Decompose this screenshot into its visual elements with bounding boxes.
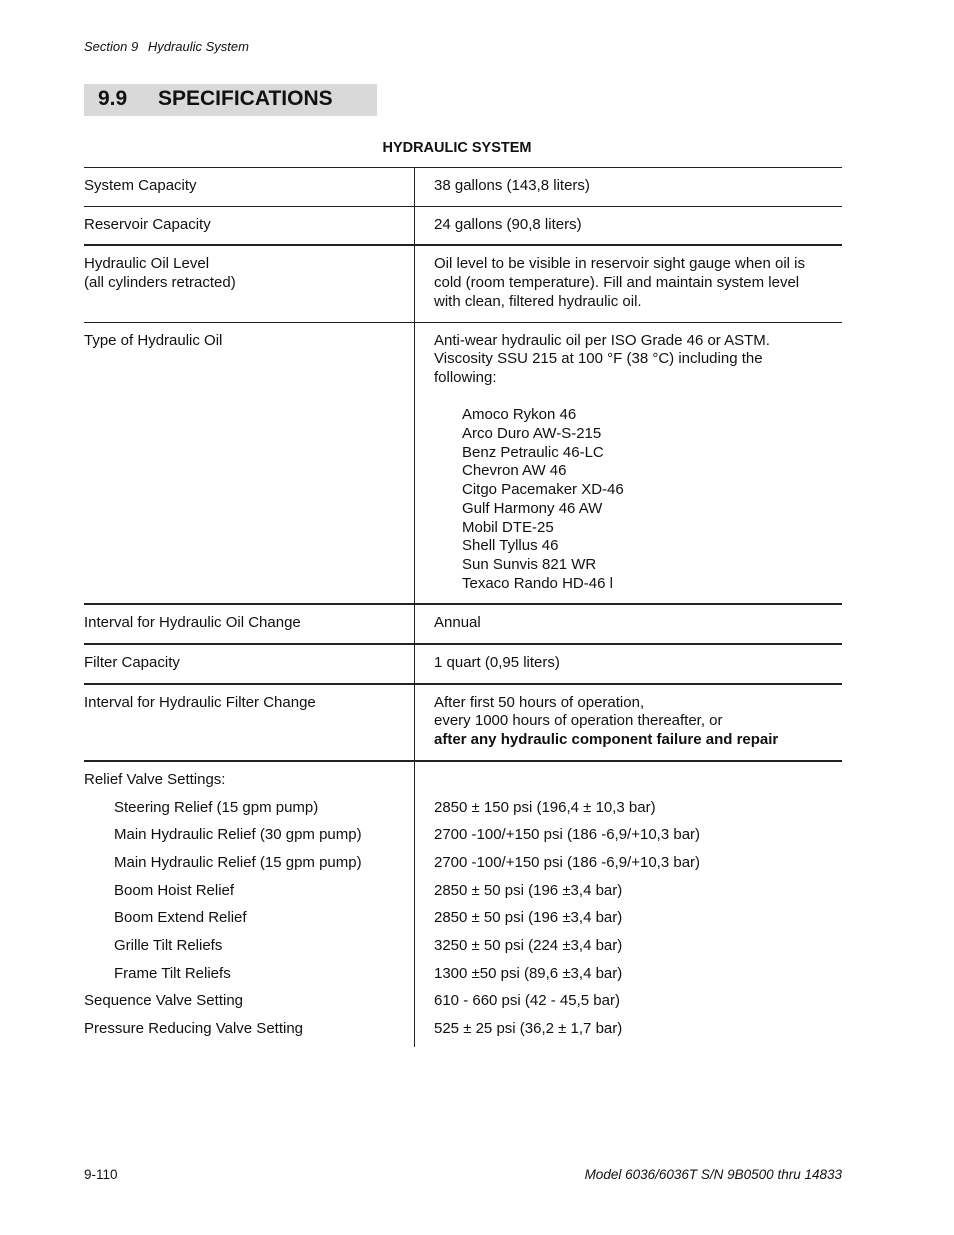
row-label <box>84 323 415 604</box>
row-value: 525 ± 25 psi (36,2 ± 1,7 bar) <box>434 1020 623 1038</box>
table-row-oil-type <box>84 323 842 606</box>
spec-table <box>84 167 842 1049</box>
table-row-reservoir-capacity <box>84 207 842 247</box>
model-serial-footer: Model 6036/6036T S/N 9B0500 thru 14833 <box>584 1167 842 1182</box>
value-line: following: <box>434 368 497 386</box>
row-label: Boom Extend Relief <box>84 900 415 928</box>
oil-brand-item: Chevron AW 46 <box>462 462 567 480</box>
row-value: 3250 ± 50 psi (224 ±3,4 bar) <box>434 937 623 955</box>
label-line: System Capacity <box>84 177 197 194</box>
label-line: Hydraulic Oil Level <box>84 255 210 273</box>
label-line: Filter Capacity <box>84 654 180 672</box>
row-label <box>84 645 415 683</box>
table-row-pressure-reducing-valve <box>84 1011 842 1049</box>
table-row-relief-heading <box>84 762 842 790</box>
row-value: 2700 -100/+150 psi (186 -6,9/+10,3 bar) <box>434 826 701 844</box>
oil-brand-item: Sun Sunvis 821 WR <box>462 555 597 573</box>
row-value: 2850 ± 150 psi (196,4 ± 10,3 bar) <box>434 798 656 816</box>
row-label <box>84 762 415 790</box>
table-row-relief-setting <box>84 790 842 818</box>
oil-brand-item: Mobil DTE-25 <box>462 518 554 536</box>
value-line-emphasis: after any hydraulic component failure and repair <box>434 731 779 749</box>
label-line: Interval for Hydraulic Filter Change <box>84 693 316 711</box>
value-line: Annual <box>434 614 481 632</box>
row-label <box>84 207 415 245</box>
row-value: 2850 ± 50 psi (196 ±3,4 bar) <box>434 881 623 899</box>
running-header <box>84 39 249 54</box>
oil-brand-item: Shell Tyllus 46 <box>462 537 559 555</box>
relief-heading: Relief Valve Settings: <box>84 770 226 788</box>
table-row-relief-setting <box>84 956 842 984</box>
row-value <box>415 762 842 790</box>
row-value: 610 - 660 psi (42 - 45,5 bar) <box>434 992 620 1010</box>
oil-brand-item: Benz Petraulic 46-LC <box>462 443 604 461</box>
row-value <box>415 168 842 206</box>
row-value <box>415 207 842 245</box>
label-line: Type of Hydraulic Oil <box>84 331 223 349</box>
table-title: HYDRAULIC SYSTEM <box>382 140 532 156</box>
table-row-oil-level <box>84 246 842 322</box>
table-row-relief-setting <box>84 873 842 901</box>
table-row-relief-setting <box>84 845 842 873</box>
table-row-filter-change-interval <box>84 685 842 762</box>
oil-brand-list <box>434 406 842 593</box>
row-value <box>415 685 842 760</box>
row-value <box>415 605 842 643</box>
value-line: cold (room temperature). Fill and maintain system level <box>434 274 800 292</box>
value-line: with clean, filtered hydraulic oil. <box>434 292 642 310</box>
value-line: Anti-wear hydraulic oil per ISO Grade 46 or ASTM. <box>434 331 770 349</box>
table-row-filter-capacity <box>84 645 842 685</box>
label-line: Interval for Hydraulic Oil Change <box>84 614 301 632</box>
value-line: every 1000 hours of operation thereafter, or <box>434 712 723 730</box>
row-label: Main Hydraulic Relief (30 gpm pump) <box>84 817 415 845</box>
oil-brand-item: Arco Duro AW-S-215 <box>462 425 602 443</box>
section-number: 9.9 <box>98 87 128 110</box>
value-line: 1 quart (0,95 liters) <box>434 654 560 672</box>
value-line: Viscosity SSU 215 at 100 °F (38 °C) including the <box>434 350 763 368</box>
section-title: SPECIFICATIONS <box>158 87 333 110</box>
row-label: Frame Tilt Reliefs <box>84 956 415 984</box>
label-line: Reservoir Capacity <box>84 215 211 233</box>
oil-brand-item: Amoco Rykon 46 <box>462 406 577 424</box>
row-value: 2850 ± 50 psi (196 ±3,4 bar) <box>434 909 623 927</box>
row-label: Steering Relief (15 gpm pump) <box>84 790 415 818</box>
row-label: Main Hydraulic Relief (15 gpm pump) <box>84 845 415 873</box>
label-line: (all cylinders retracted) <box>84 274 236 292</box>
table-row-relief-setting <box>84 928 842 956</box>
oil-brand-item: Gulf Harmony 46 AW <box>462 499 603 517</box>
table-row-relief-setting <box>84 900 842 928</box>
section-banner <box>84 84 377 116</box>
row-value <box>415 246 842 321</box>
value-line: 24 gallons (90,8 liters) <box>434 215 582 233</box>
page-number: 9-110 <box>84 1167 118 1182</box>
row-label <box>84 168 415 206</box>
table-row-relief-setting <box>84 817 842 845</box>
row-label <box>84 685 415 760</box>
row-value <box>415 323 842 604</box>
value-line: After first 50 hours of operation, <box>434 693 645 711</box>
row-label: Boom Hoist Relief <box>84 873 415 901</box>
row-value <box>415 645 842 683</box>
oil-brand-item: Citgo Pacemaker XD-46 <box>462 481 624 499</box>
table-row-system-capacity <box>84 168 842 207</box>
header-section-label: Section 9 <box>84 39 139 54</box>
row-label <box>84 605 415 643</box>
table-row-oil-change-interval <box>84 605 842 645</box>
row-value: 2700 -100/+150 psi (186 -6,9/+10,3 bar) <box>434 853 701 871</box>
value-line: Oil level to be visible in reservoir sight gauge when oil is <box>434 255 806 273</box>
row-label: Grille Tilt Reliefs <box>84 928 415 956</box>
table-row-sequence-valve <box>84 983 842 1011</box>
value-line: 38 gallons (143,8 liters) <box>434 177 590 194</box>
header-section-name: Hydraulic System <box>147 39 249 54</box>
row-label <box>84 246 415 321</box>
row-value: 1300 ±50 psi (89,6 ±3,4 bar) <box>434 964 623 982</box>
oil-brand-item: Texaco Rando HD-46 l <box>462 574 613 592</box>
row-label: Pressure Reducing Valve Setting <box>84 1011 415 1047</box>
row-label: Sequence Valve Setting <box>84 983 415 1011</box>
